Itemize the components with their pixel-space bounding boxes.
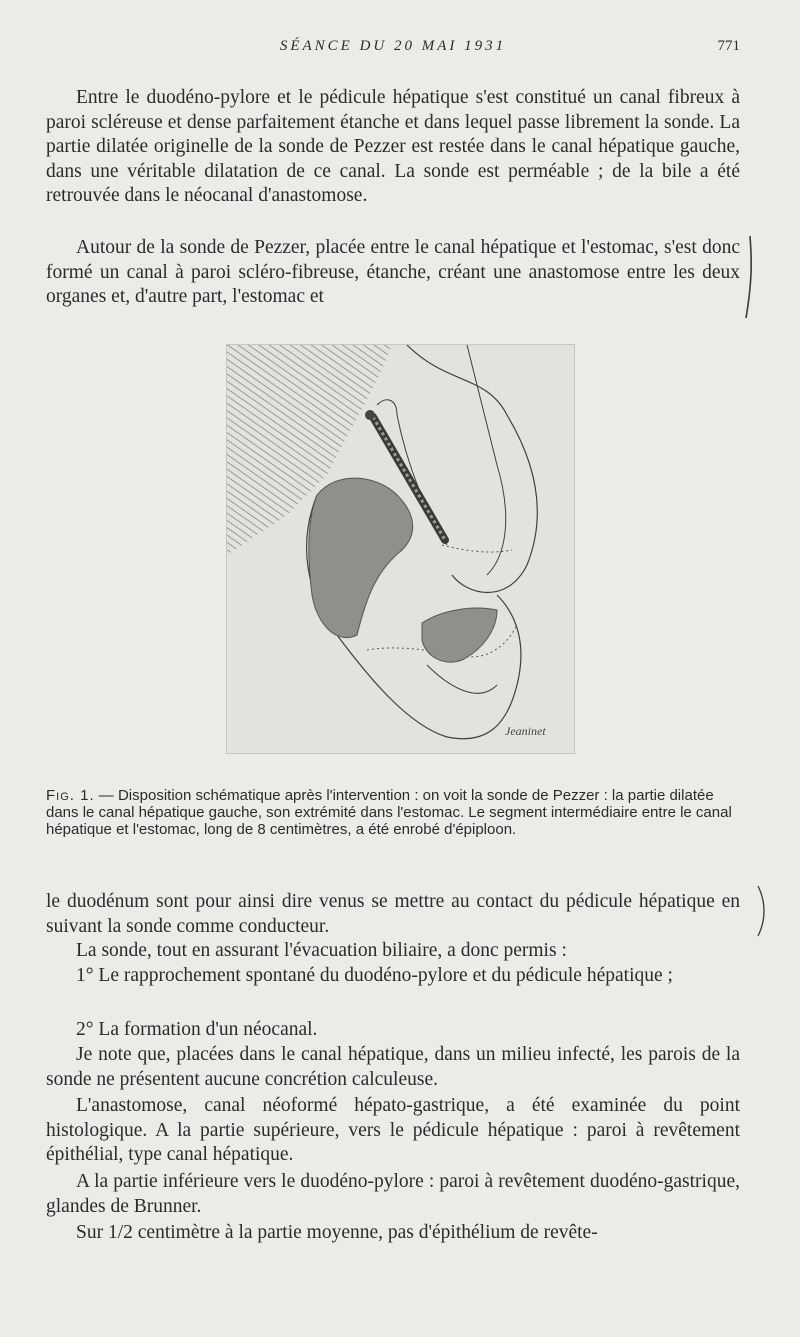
figure-caption [46, 787, 740, 838]
paragraph-3: le duodénum sont pour ainsi dire venus se mettre au contact du pédicule hépatique en suivant la sonde comme conducteur. [46, 891, 740, 937]
figure-drawing [227, 345, 574, 753]
running-head [46, 38, 740, 60]
anatomical-figure [226, 344, 575, 754]
paragraph-9: A la partie inférieure vers le duodéno-pylore : paroi à revêtement duodéno-gastrique, glandes de Brunner. [46, 1171, 740, 1217]
figure-caption-text: — Disposition schématique après l'intervention : on voit la sonde de Pezzer : la partie dilatée dans le canal hépatique gauche, son extrémité dans l'estomac. Le segment intermédiaire entre le canal hépatique et l'estomac, long de 8 centimètres, a été enrobé d'épiploon. [46, 787, 732, 838]
paragraph-10: Sur 1/2 centimètre à la partie moyenne, pas d'épithélium de revête- [76, 1222, 598, 1243]
shaded-region-small [422, 608, 497, 662]
paragraph-1: Entre le duodéno-pylore et le pédicule hépatique s'est constitué un canal fibreux à paroi scléreuse et dense parfaitement étanche et dans lequel passe librement la sonde. La partie dilatée originelle de la sonde de Pezzer est restée dans le canal hépatique gauche, dans une véritable dilatation de ce canal. La sonde est perméable ; de la bile a été retrouvée dans le néocanal d'anastomose. [46, 87, 740, 206]
paragraph-2: Autour de la sonde de Pezzer, placée entre le canal hépatique et l'estomac, s'est donc formé un canal à paroi scléro-fibreuse, étanche, créant une anastomose entre les deux organes et, d'autre part, l'estomac et [46, 237, 740, 307]
shaded-region-large [309, 478, 413, 638]
margin-paren-mark [752, 884, 772, 938]
paragraph-8: L'anastomose, canal néoformé hépato-gastrique, a été examinée du point histologique. A la partie supérieure, vers le pédicule hépatique : paroi à revêtement épithélial, type canal hépatique. [46, 1095, 740, 1165]
paragraph-6: 2° La formation d'un néocanal. [76, 1019, 318, 1040]
running-title: SÉANCE DU 20 MAI 1931 [279, 38, 507, 54]
paragraph-7: Je note que, placées dans le canal hépatique, dans un milieu infecté, les parois de la sonde ne présentent aucune concrétion calculeuse. [46, 1044, 740, 1090]
margin-bracket-mark [740, 232, 760, 322]
paragraph-4: La sonde, tout en assurant l'évacuation biliaire, a donc permis : [76, 940, 567, 961]
page-number: 771 [717, 38, 740, 54]
paragraph-5: 1° Le rapprochement spontané du duodéno-pylore et du pédicule hépatique ; [76, 965, 673, 986]
figure-label: Fig. 1. [46, 787, 95, 804]
artist-signature: Jeaninet [505, 724, 546, 738]
organ-outline [407, 345, 537, 593]
